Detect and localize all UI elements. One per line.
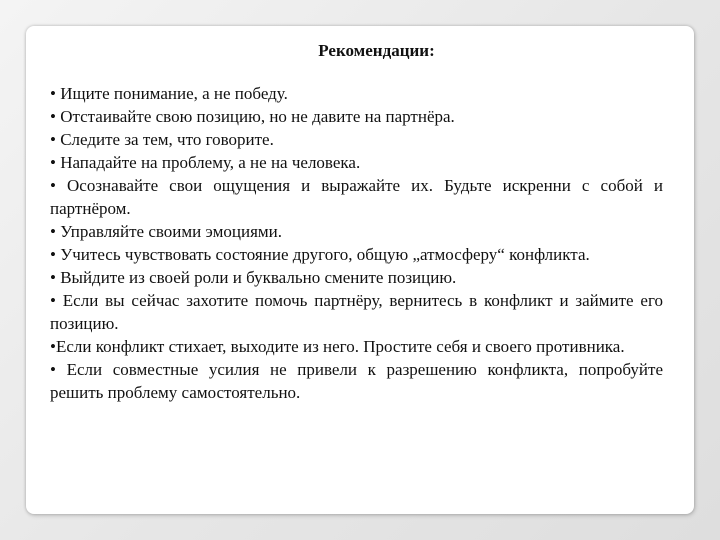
slide-card	[26, 26, 694, 514]
list-item: • Учитесь чувствовать состояние другого, общую „атмосферу“ конфликта.	[50, 245, 590, 264]
list-item: • Управляйте своими эмоциями.	[50, 222, 282, 241]
list-item: • Если совместные усилия не привели к разрешению конфликта, попробуйте решить проблему самостоятельно.	[50, 360, 663, 402]
recommendations-list	[50, 82, 663, 404]
slide-title: Рекомендации:	[318, 41, 435, 60]
list-item: • Осознавайте свои ощущения и выражайте их. Будьте искренни с собой и партнёром.	[50, 176, 663, 218]
list-item: •Если конфликт стихает, выходите из него. Простите себя и своего противника.	[50, 337, 625, 356]
list-item: • Если вы сейчас захотите помочь партнёру, вернитесь в конфликт и займите его позицию.	[50, 291, 663, 333]
slide-content	[50, 40, 663, 404]
list-item: • Следите за тем, что говорите.	[50, 130, 274, 149]
list-item: • Нападайте на проблему, а не на человека.	[50, 153, 361, 172]
list-item: • Отстаивайте свою позицию, но не давите на партнёра.	[50, 107, 455, 126]
list-item: • Ищите понимание, а не победу.	[50, 84, 288, 103]
list-item: • Выйдите из своей роли и буквально смените позицию.	[50, 268, 457, 287]
